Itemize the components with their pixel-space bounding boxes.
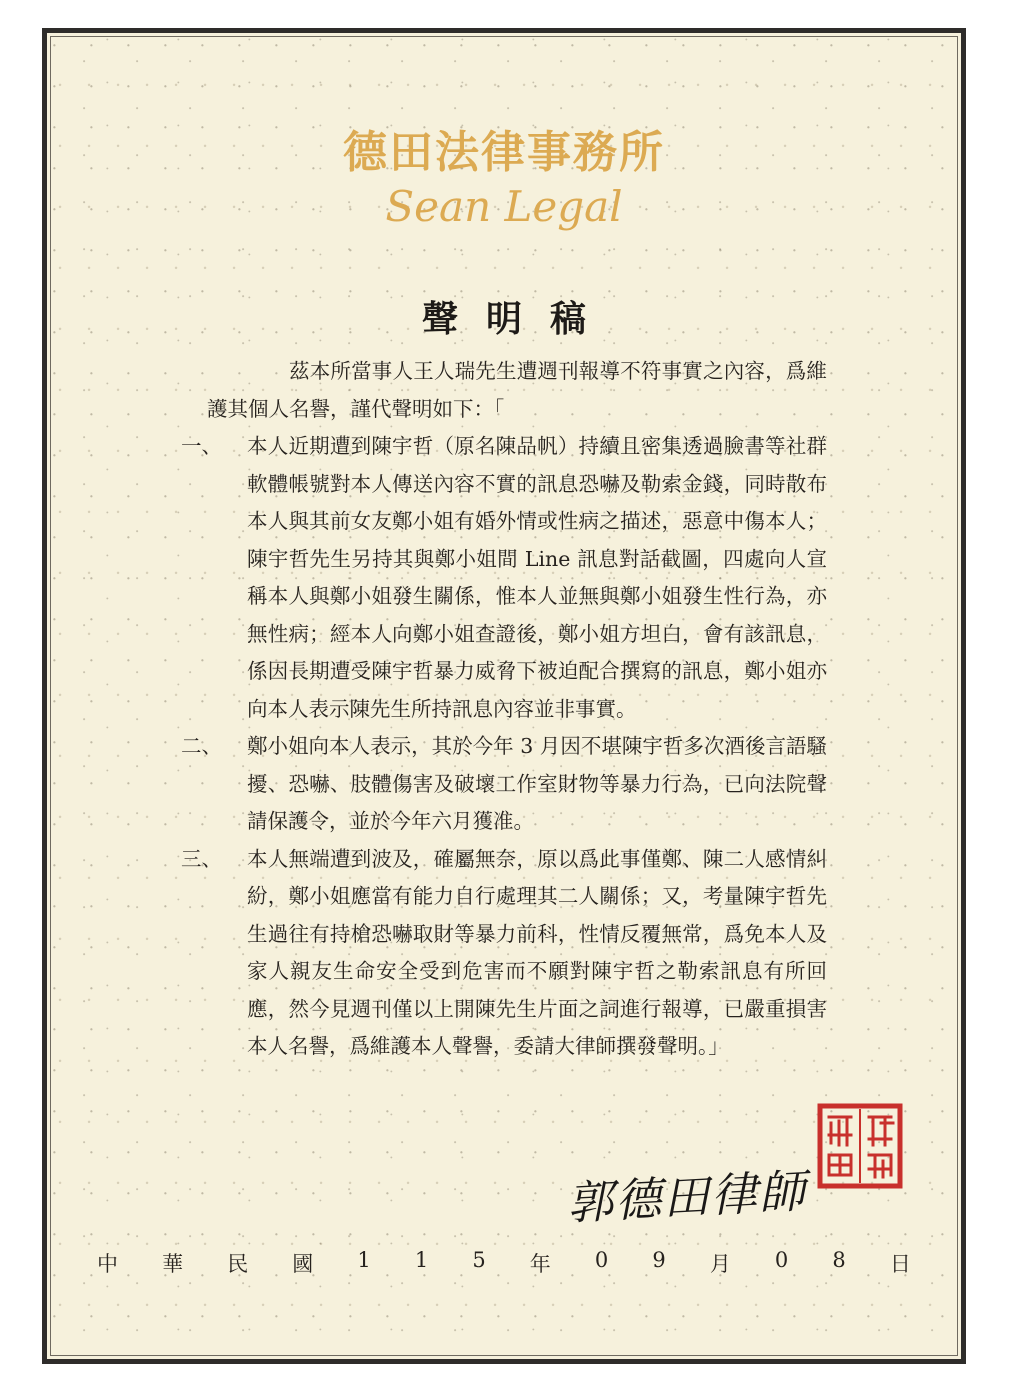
date-char: 8 xyxy=(832,1248,846,1272)
item-number: 二、 xyxy=(181,734,222,758)
date-char: 月 xyxy=(709,1252,731,1276)
date-line xyxy=(97,1248,911,1278)
item-number: 一、 xyxy=(181,434,222,458)
letterhead-paper xyxy=(42,28,966,1364)
date-char: 中 xyxy=(97,1252,118,1276)
statement-item-1 xyxy=(181,428,827,728)
date-char: 日 xyxy=(889,1252,911,1276)
statement-item-3 xyxy=(181,841,827,1066)
item-text: 本人無端遭到波及，確屬無奈，原以爲此事僅鄭、陳二人感情糾紛，鄭小姐應當有能力自行處理其二人關係；又，考量陳宇哲先生過往有持槍恐嚇取財等暴力前科，性情反覆無常，爲免本人及家人親友生命安全受到危害而不願對陳宇哲之勒索訊息有所回應，然今見週刊僅以上開陳先生片面之詞進行報導，已嚴重損害本人名譽，爲維護本人聲譽，委請大律師撰發聲明。」 xyxy=(247,846,827,1058)
red-seal-stamp xyxy=(817,1103,903,1189)
item-text: 本人近期遭到陳宇哲（原名陳品帆）持續且密集透過臉書等社群軟體帳號對本人傳送內容不實的訊息恐嚇及勒索金錢，同時散布本人與其前女友鄭小姐有婚外情或性病之描述，惡意中傷本人；陳宇哲先生另持其與鄭小姐間 Line 訊息對話截圖，四處向人宣稱本人與鄭小姐發生關係，惟本人並無與鄭小姐發生性行為，亦無性病；經本人向鄭小姐查證後，鄭小姐方坦白，會有該訊息，係因長期遭受陳宇哲暴力威脅下被迫配合撰寫的訊息，鄭小姐亦向本人表示陳先生所持訊息內容並非事實。 xyxy=(247,434,827,721)
date-char: 9 xyxy=(652,1248,666,1272)
date-char: 1 xyxy=(357,1248,371,1272)
statement-body xyxy=(181,353,827,1066)
date-char: 0 xyxy=(594,1248,609,1272)
firm-name-en: Sean Legal xyxy=(385,182,623,231)
date-char: 民 xyxy=(227,1252,249,1276)
date-char: 國 xyxy=(292,1252,314,1276)
firm-name-zh: 德田法律事務所 xyxy=(343,127,665,178)
date-char: 1 xyxy=(414,1248,429,1272)
statement-item-2 xyxy=(181,728,827,841)
document-title: 聲明稿 xyxy=(421,298,614,340)
handwritten-signature: 郭德田律師 xyxy=(565,1163,809,1231)
intro-paragraph: 茲本所當事人王人瑞先生遭週刊報導不符事實之內容，爲維護其個人名譽，謹代聲明如下：「 xyxy=(207,359,827,421)
item-number: 三、 xyxy=(181,846,222,871)
item-text: 鄭小姐向本人表示，其於今年 3 月因不堪陳宇哲多次酒後言語騷擾、恐嚇、肢體傷害及破壞工作室財物等暴力行為，已向法院聲請保護令，並於今年六月獲准。 xyxy=(247,734,827,833)
letterhead-header xyxy=(47,125,961,231)
date-char: 5 xyxy=(472,1248,486,1272)
date-char: 年 xyxy=(529,1252,551,1276)
date-char: 華 xyxy=(162,1252,184,1276)
date-char: 0 xyxy=(774,1248,789,1272)
